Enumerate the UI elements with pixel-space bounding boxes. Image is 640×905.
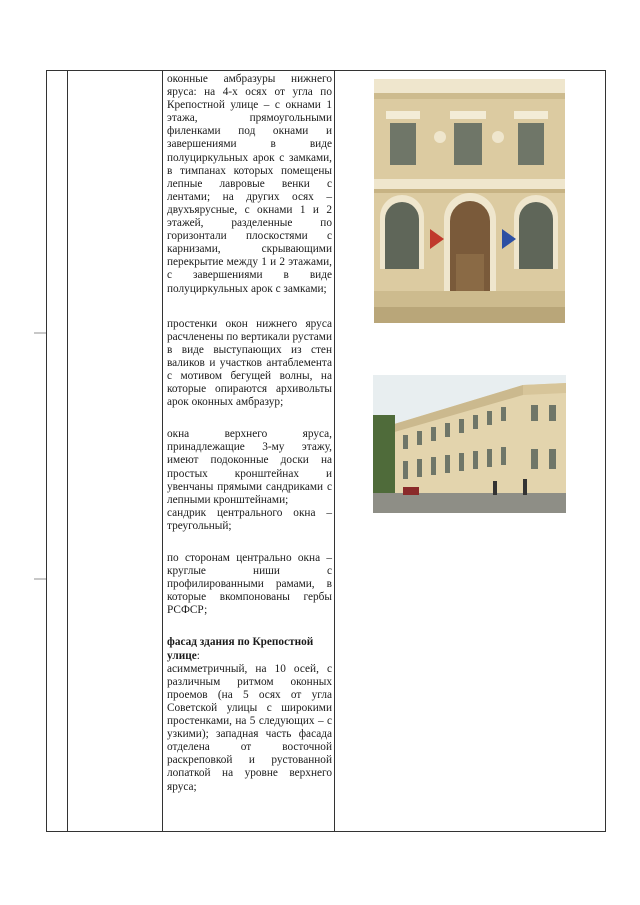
paragraph-krepostnaya-facade: асимметричный, на 10 осей, с различным ритмом оконных проемов (на 5 осях от угла Советской улицы с широкими простенками, на 5 следующих – с узкими); западная часть фасада отделена от восточной раскреповкой и рустованной лопаткой на уровне верхнего яруса; [167,662,332,793]
description-column [167,73,332,813]
scan-artifact [34,578,46,580]
paragraph-niches: по сторонам центрально окна – круглые ниши с профилированными рамами, в которые вкомпонованы гербы РСФСР; [167,552,332,617]
paragraph-upper-tier-windows: окна верхнего яруса, принадлежащие 3-му этажу, имеют подоконные доски на простых кронштейнах и увенчаны прямыми сандриками с лепными кронштейнами; [167,428,332,506]
column-divider [334,71,335,831]
building-corner-photo [373,375,566,513]
facade-closeup-image [374,79,565,323]
paragraph-piers: простенки окон нижнего яруса расчленены по вертикали рустами в виде выступающих из стен валиков и участков антаблемента с мотивом бегущей волны, на которые опираются архивольты арок оконных амбразур; [167,317,332,409]
scan-artifact [34,332,46,334]
column-divider [162,71,163,831]
column-divider [67,71,68,831]
paragraph-central-pediment: сандрик центрального окна – треугольный; [167,506,332,532]
section-heading: фасад здания по Крепостной улице: [167,636,314,662]
paragraph-lower-tier-windows: оконные амбразуры нижнего яруса: на 4-х осях от угла по Крепостной улице – с окнами 1 этажа, прямоугольными филенками под окнами и завершениями в виде полуциркульных арок с замками, в тимпанах которых помещены лепные лавровые венки с лентами; на других осях – двухъярусные, с окнами 1 и 2 этажей, разделенные по горизонтали плоскостями с карнизами, скрывающими перекрытие между 1 и 2 этажами, с завершениями в виде полуциркульных арок с замками; [167,73,332,295]
building-corner-image [373,375,566,513]
facade-closeup-photo [374,79,565,323]
